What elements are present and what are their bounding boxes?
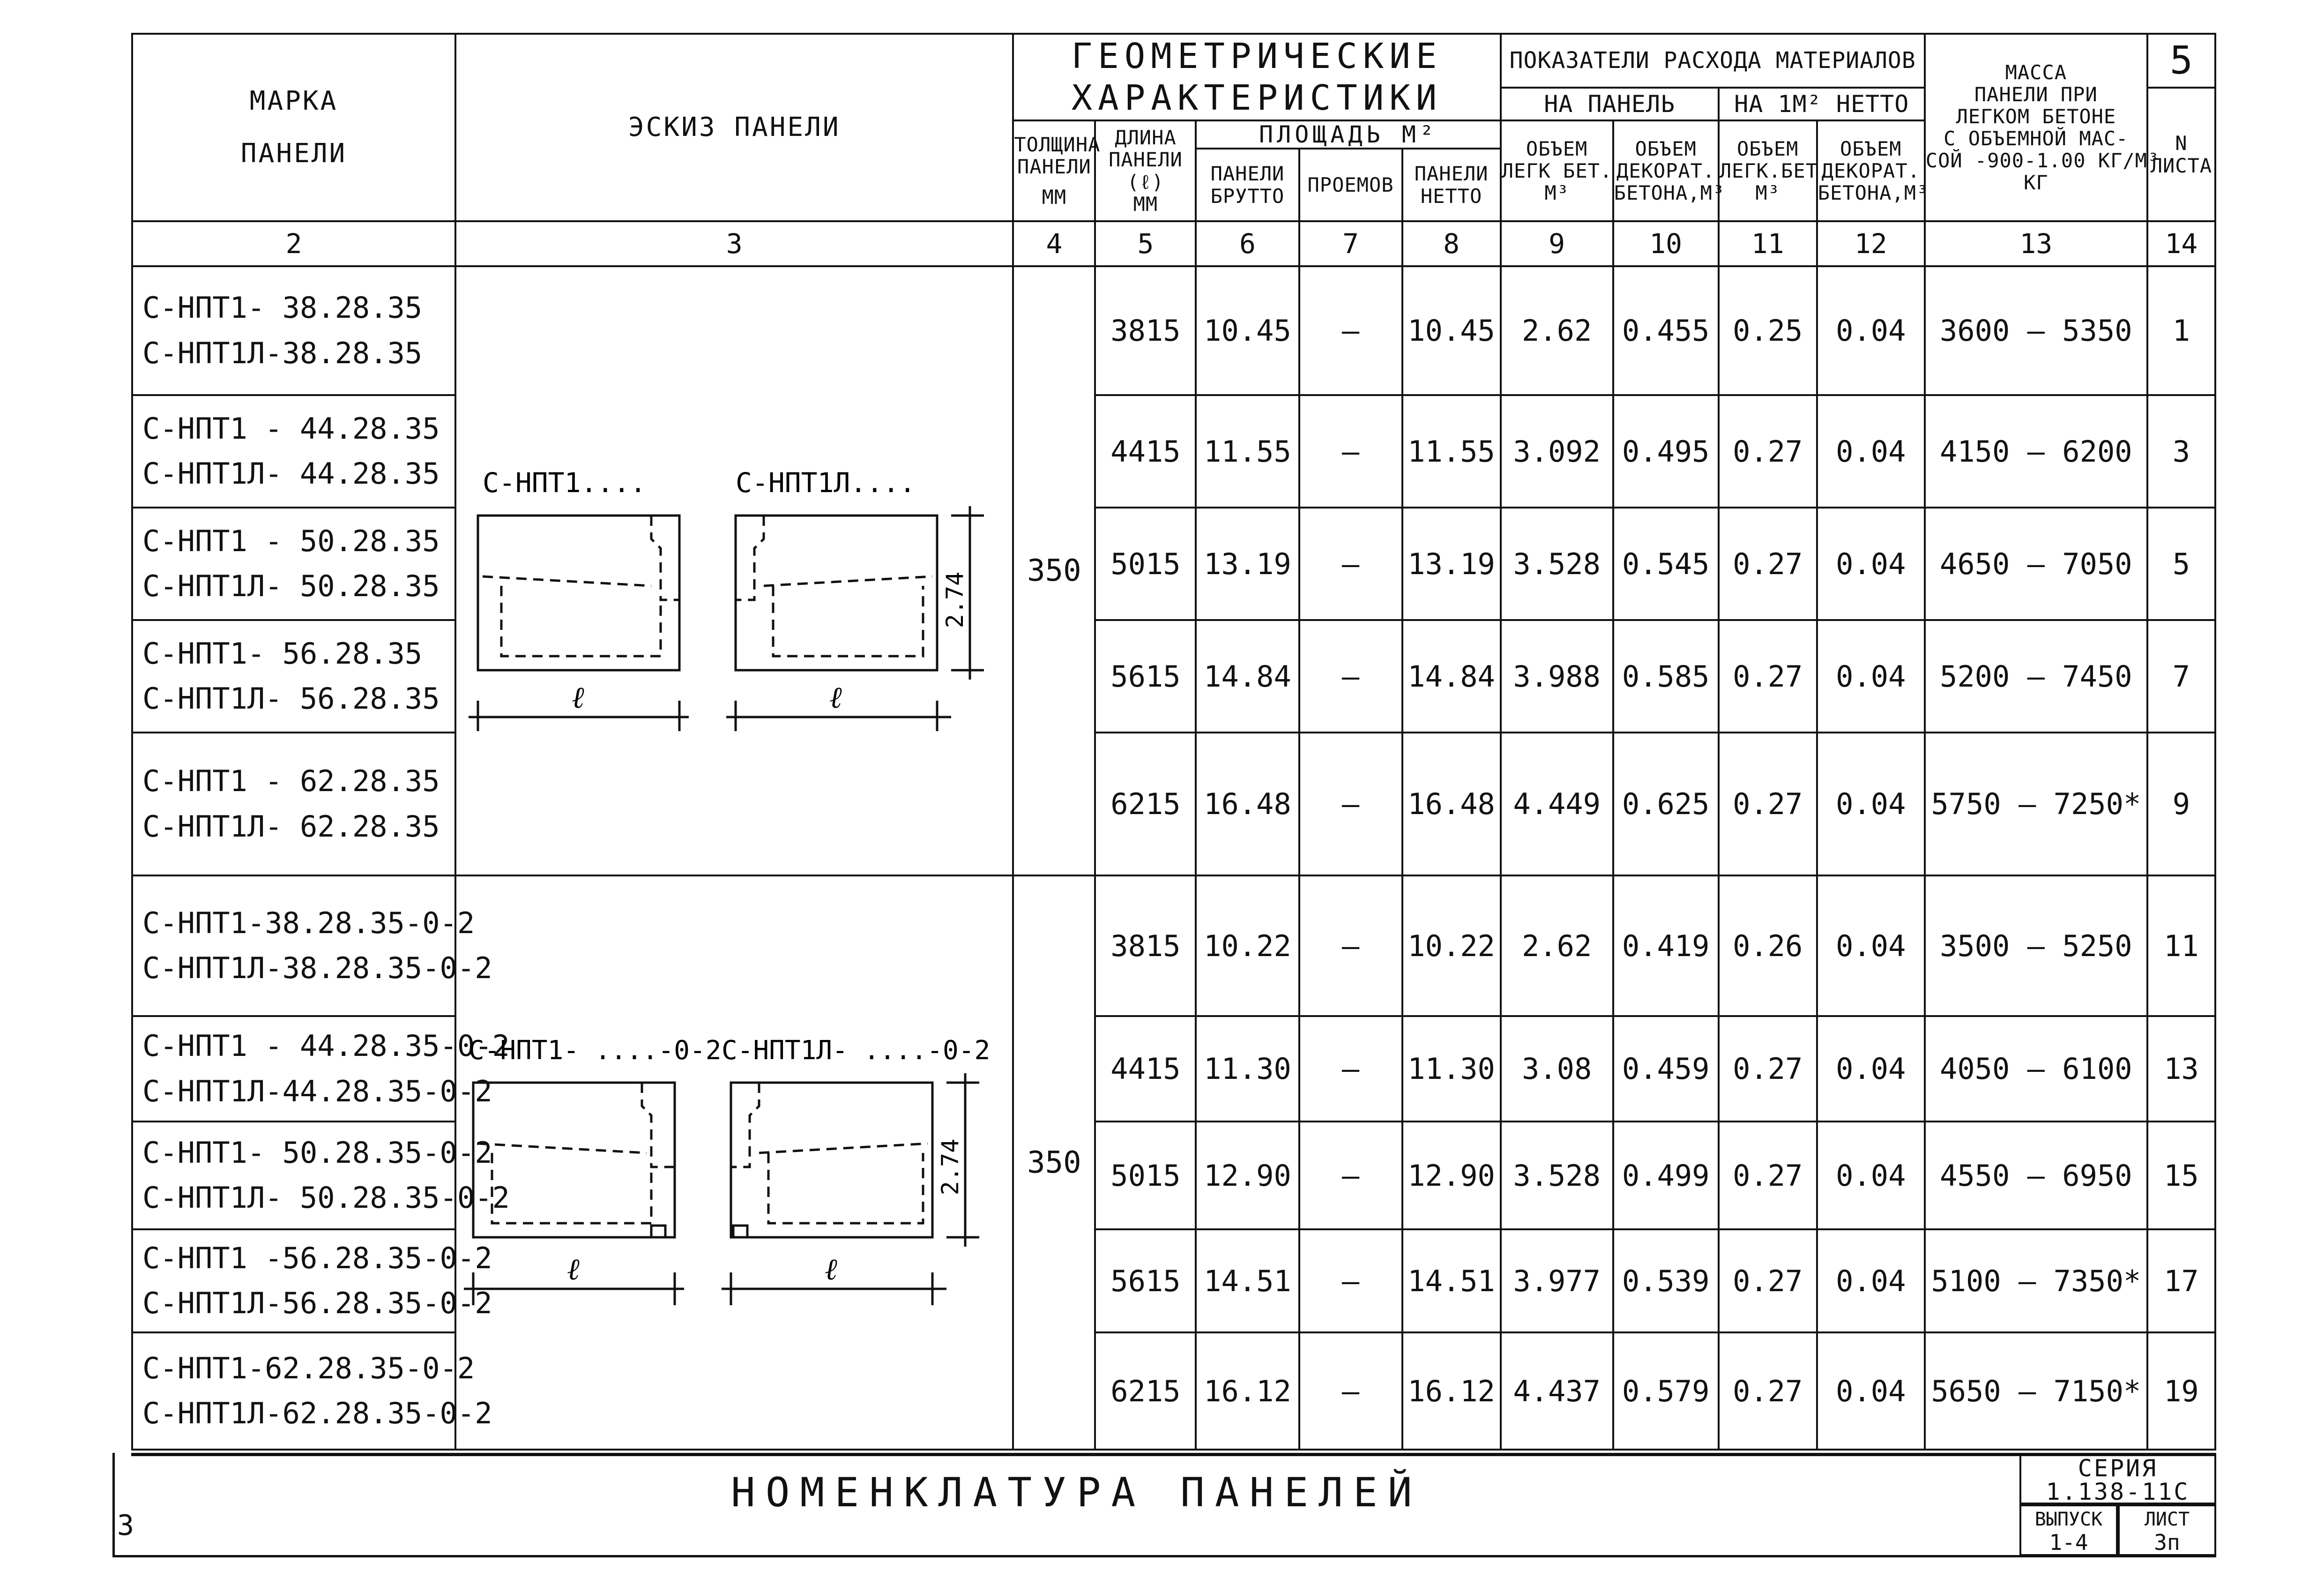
header-sheet-label-n: N (2175, 132, 2188, 155)
length-cell: 5615 (1095, 620, 1196, 733)
m2-light-cell: 0.27 (1719, 1016, 1817, 1122)
m2-light-cell: 0.26 (1719, 875, 1817, 1016)
header-thickness-l2: ПАНЕЛИ (1017, 155, 1091, 178)
header-mass-l3: ЛЕГКОМ БЕТОНЕ (1956, 105, 2116, 128)
header-vol-decor (1613, 120, 1725, 221)
footer-divider (131, 1453, 2216, 1456)
dim-length-right: ℓ (829, 681, 842, 715)
vol-light-cell: 3.08 (1501, 1016, 1613, 1122)
header-mass-l4: С ОБЪЕМНОЙ МАС- (1944, 127, 2129, 150)
area-net-cell: 11.30 (1402, 1016, 1501, 1122)
panel-mark-cell (132, 508, 455, 620)
column-number: 2 (132, 221, 455, 266)
m2-decor-cell: 0.04 (1817, 1332, 1925, 1450)
area-gross-cell: 14.51 (1196, 1229, 1299, 1332)
panel-mark-cell (132, 875, 492, 1016)
header-thickness-l1: ТОЛЩИНА (1014, 133, 1101, 156)
length-cell: 5015 (1095, 1122, 1196, 1229)
m2-light-cell: 0.27 (1719, 733, 1817, 875)
column-numbers-row (132, 221, 2215, 266)
length-cell: 3815 (1095, 875, 1196, 1016)
mass-cell: 4150 — 6200 (1925, 395, 2147, 508)
dim-length-left: ℓ (572, 681, 584, 715)
header-vol-light-l2: ЛЕГК БЕТ. (1501, 159, 1613, 182)
stamp-series (2019, 1453, 2216, 1504)
header-sheet-label (2147, 88, 2215, 221)
openings-cell: — (1299, 1016, 1402, 1122)
panel-mark: С-НПТ1 - 44.28.35-0-2 (142, 1029, 510, 1063)
table-row (132, 1016, 2215, 1122)
m2-decor-cell: 0.04 (1817, 508, 1925, 620)
panel-outline-right (731, 1083, 932, 1237)
header-openings: ПРОЕМОВ (1299, 149, 1402, 221)
panel-outline-left (473, 1083, 675, 1237)
vol-light-cell: 4.449 (1501, 733, 1613, 875)
panel-mark: С-НПТ1Л-44.28.35-0-2 (142, 1074, 492, 1108)
header-vol-decor-l3: БЕТОНА,М³ (1614, 181, 1725, 205)
drawing-title: НОМЕНКЛАТУРА ПАНЕЛЕЙ (731, 1469, 1423, 1516)
m2-light-cell: 0.25 (1719, 266, 1817, 395)
column-number: 13 (1925, 221, 2147, 266)
footer-left-edge (112, 1453, 115, 1556)
area-gross-cell: 16.12 (1196, 1332, 1299, 1450)
sheet-cell: 9 (2147, 733, 2215, 875)
footer-bottom-line (112, 1555, 2216, 1557)
panel-mark: С-НПТ1Л-38.28.35-0-2 (142, 951, 492, 985)
thickness-cell: 350 (1013, 875, 1095, 1450)
column-number: 7 (1299, 221, 1402, 266)
vol-decor-cell: 0.539 (1613, 1229, 1719, 1332)
vol-light-cell: 4.437 (1501, 1332, 1613, 1450)
area-net-cell: 11.55 (1402, 395, 1501, 508)
panel-outline-left (478, 516, 679, 670)
panel-mark-cell (132, 1016, 510, 1122)
header-mark-line2: ПАНЕЛИ (240, 138, 347, 169)
table-row (132, 620, 2215, 733)
panel-mark: С-НПТ1Л-56.28.35-0-2 (142, 1286, 492, 1320)
panel-inner-left (651, 516, 679, 600)
stamp-series-label: СЕРИЯ (2078, 1455, 2158, 1482)
panel-nomenclature-table (131, 33, 2216, 1451)
dim-length-left: ℓ (567, 1252, 580, 1287)
panel-mark: С-НПТ1 -56.28.35-0-2 (142, 1241, 492, 1275)
panel-outline-right (736, 516, 937, 670)
m2-light-cell: 0.27 (1719, 395, 1817, 508)
sketch-label-left: С-НПТ1.... (483, 467, 647, 499)
header-vol-light-l1: ОБЪЕМ (1526, 137, 1588, 160)
column-number: 10 (1613, 221, 1719, 266)
panel-sketch-drawing-2 (454, 1012, 1007, 1312)
sheet-cell: 19 (2147, 1332, 2215, 1450)
header-vol-light-m2-l3: М³ (1755, 181, 1780, 205)
stamp-sheet (2118, 1504, 2216, 1556)
panel-mark: С-НПТ1- 50.28.35-0-2 (142, 1135, 492, 1170)
header-area: ПЛОЩАДЬ М² (1196, 120, 1500, 149)
header-vol-decor-l1: ОБЪЕМ (1635, 137, 1697, 160)
length-cell: 4415 (1095, 1016, 1196, 1122)
vol-light-cell: 2.62 (1501, 875, 1613, 1016)
panel-mark-cell (132, 395, 455, 508)
vol-decor-cell: 0.419 (1613, 875, 1719, 1016)
vol-decor-cell: 0.495 (1613, 395, 1719, 508)
dim-height: 2.74 (937, 1138, 964, 1196)
m2-light-cell: 0.27 (1719, 1332, 1817, 1450)
dim-height: 2.74 (941, 571, 968, 628)
openings-cell: — (1299, 508, 1402, 620)
header-length-l4: ММ (1133, 192, 1158, 216)
mass-cell: 5200 — 7450 (1925, 620, 2147, 733)
header-thickness (1013, 120, 1101, 221)
header-area-net-l1: ПАНЕЛИ (1414, 162, 1489, 186)
table-row (132, 508, 2215, 620)
header-area-gross-l1: ПАНЕЛИ (1210, 162, 1285, 186)
vol-light-cell: 3.528 (1501, 508, 1613, 620)
vol-decor-cell: 0.545 (1613, 508, 1719, 620)
length-cell: 5615 (1095, 1229, 1196, 1332)
area-gross-cell: 10.45 (1196, 266, 1299, 395)
sheet-cell: 5 (2147, 508, 2215, 620)
openings-cell: — (1299, 1229, 1402, 1332)
column-number: 4 (1013, 221, 1095, 266)
header-vol-light (1501, 120, 1613, 221)
panel-mark: С-НПТ1- 38.28.35 (142, 291, 423, 325)
header-length-l3: (ℓ) (1127, 170, 1164, 194)
header-area-gross-l2: БРУТТО (1210, 184, 1285, 208)
header-mass-l2: ПАНЕЛИ ПРИ (1974, 82, 2098, 106)
vol-light-cell: 3.977 (1501, 1229, 1613, 1332)
panel-mark: С-НПТ1 - 44.28.35 (142, 411, 440, 446)
area-net-cell: 14.84 (1402, 620, 1501, 733)
m2-light-cell: 0.27 (1719, 1229, 1817, 1332)
length-cell: 5015 (1095, 508, 1196, 620)
header-geometry-line2: ХАРАКТЕРИСТИКИ (1071, 77, 1443, 118)
thickness-cell: 350 (1013, 266, 1095, 875)
mass-cell: 4550 — 6950 (1925, 1122, 2147, 1229)
sheet-cell: 15 (2147, 1122, 2215, 1229)
panel-mark-cell (132, 620, 455, 733)
panel-mark: С-НПТ1Л- 50.28.35 (142, 569, 440, 603)
stamp-series-value: 1.138-11С (2046, 1478, 2190, 1505)
header-mass (1925, 34, 2160, 221)
sheet-cell: 11 (2147, 875, 2215, 1016)
panel-mark: С-НПТ1-38.28.35-0-2 (142, 905, 475, 940)
table-row (132, 395, 2215, 508)
column-number: 11 (1719, 221, 1817, 266)
vol-decor-cell: 0.579 (1613, 1332, 1719, 1450)
column-number: 6 (1196, 221, 1299, 266)
openings-cell: — (1299, 266, 1402, 395)
sheet-cell: 13 (2147, 1016, 2215, 1122)
area-net-cell: 12.90 (1402, 1122, 1501, 1229)
openings-cell: — (1299, 1332, 1402, 1450)
panel-mark: С-НПТ1Л-62.28.35-0-2 (142, 1396, 492, 1430)
header-vol-decor-m2 (1817, 120, 1929, 221)
sheet-cell: 17 (2147, 1229, 2215, 1332)
dim-length-right: ℓ (825, 1252, 837, 1287)
openings-cell: — (1299, 733, 1402, 875)
header-mass-l1: МАССА (2005, 60, 2067, 84)
m2-light-cell: 0.27 (1719, 620, 1817, 733)
header-mass-l6: КГ (2024, 171, 2048, 194)
panel-mark: С-НПТ1Л- 62.28.35 (142, 809, 440, 844)
header-length (1095, 120, 1196, 221)
vol-light-cell: 2.62 (1501, 266, 1613, 395)
column-number: 8 (1402, 221, 1501, 266)
table-row (132, 1229, 2215, 1332)
m2-decor-cell: 0.04 (1817, 1122, 1925, 1229)
header-geometry (1013, 34, 1500, 120)
mass-cell: 5650 — 7150* (1925, 1332, 2147, 1450)
area-gross-cell: 12.90 (1196, 1122, 1299, 1229)
column-number: 12 (1817, 221, 1925, 266)
header-vol-light-l3: М³ (1544, 181, 1569, 205)
column-number: 3 (455, 221, 1013, 266)
table-row (132, 1332, 2215, 1450)
panel-mark: С-НПТ1-62.28.35-0-2 (142, 1351, 475, 1385)
area-net-cell: 16.48 (1402, 733, 1501, 875)
header-mark-line1: МАРКА (249, 86, 338, 116)
panel-mark-cell (132, 1122, 510, 1229)
vol-light-cell: 3.528 (1501, 1122, 1613, 1229)
header-vol-light-m2-l1: ОБЪЕМ (1737, 137, 1799, 160)
mass-cell: 5750 — 7250* (1925, 733, 2147, 875)
table-row (132, 875, 2215, 1016)
area-gross-cell: 13.19 (1196, 508, 1299, 620)
column-number: 9 (1501, 221, 1613, 266)
mass-cell: 4650 — 7050 (1925, 508, 2147, 620)
header-length-l2: ПАНЕЛИ (1109, 148, 1183, 172)
m2-decor-cell: 0.04 (1817, 395, 1925, 508)
header-vol-light-m2 (1719, 120, 1831, 221)
mass-cell: 5100 — 7350* (1925, 1229, 2147, 1332)
header-length-l1: ДЛИНА (1115, 126, 1177, 150)
header-vol-decor-l2: ДЕКОРАТ. (1616, 159, 1715, 182)
header-vol-light-m2-l2: ЛЕГК.БЕТ. (1719, 159, 1831, 182)
area-gross-cell: 11.30 (1196, 1016, 1299, 1122)
panel-mark-cell (132, 733, 455, 875)
panel-mark-cell (132, 1332, 492, 1450)
header-vol-decor-m2-l3: БЕТОНА,М³ (1817, 181, 1929, 205)
openings-cell: — (1299, 875, 1402, 1016)
column-number: 14 (2147, 221, 2215, 266)
stamp-sheet-label: ЛИСТ (2144, 1509, 2190, 1530)
panel-mark: С-НПТ1- 56.28.35 (142, 636, 423, 671)
length-cell: 3815 (1095, 266, 1196, 395)
header-geometry-line1: ГЕОМЕТРИЧЕСКИЕ (1071, 36, 1443, 76)
area-gross-cell: 10.22 (1196, 875, 1299, 1016)
m2-light-cell: 0.27 (1719, 1122, 1817, 1229)
area-net-cell: 13.19 (1402, 508, 1501, 620)
stamp-issue-value: 1-4 (2049, 1530, 2088, 1555)
header-vol-decor-m2-l2: ДЕКОРАТ. (1821, 159, 1920, 182)
header-per-m2: НА 1М² НЕТТО (1719, 88, 1925, 120)
vol-decor-cell: 0.499 (1613, 1122, 1719, 1229)
header-thickness-l3: ММ (1042, 186, 1067, 209)
panel-mark: С-НПТ1Л- 50.28.35-0-2 (142, 1181, 510, 1215)
sheet-cell: 1 (2147, 266, 2215, 395)
stamp-sheet-value: 3п (2154, 1530, 2180, 1555)
panel-sketch-drawing-1 (454, 445, 1007, 736)
panel-inner-right (736, 516, 764, 600)
panel-mark: С-НПТ1 - 62.28.35 (142, 764, 440, 799)
vol-decor-cell: 0.455 (1613, 266, 1719, 395)
header-area-gross (1196, 149, 1299, 221)
sketch-label-right: С-НПТ1Л- ....-0-2 (722, 1035, 991, 1066)
area-net-cell: 14.51 (1402, 1229, 1501, 1332)
panel-mark-cell (132, 266, 455, 395)
vol-decor-cell: 0.625 (1613, 733, 1719, 875)
sketch-label-right: С-НПТ1Л.... (736, 467, 916, 499)
header-area-net-l2: НЕТТО (1420, 184, 1482, 208)
openings-cell: — (1299, 395, 1402, 508)
vol-decor-cell: 0.459 (1613, 1016, 1719, 1122)
header-vol-decor-m2-l1: ОБЪЕМ (1840, 137, 1902, 160)
header-mass-l5: СОЙ -900-1.00 КГ/М³ (1925, 149, 2160, 172)
area-net-cell: 16.12 (1402, 1332, 1501, 1450)
m2-light-cell: 0.27 (1719, 508, 1817, 620)
m2-decor-cell: 0.04 (1817, 620, 1925, 733)
m2-decor-cell: 0.04 (1817, 1229, 1925, 1332)
panel-mark: С-НПТ1Л- 56.28.35 (142, 681, 440, 716)
vol-light-cell: 3.092 (1501, 395, 1613, 508)
stamp-issue (2019, 1504, 2118, 1556)
header-mark (132, 34, 455, 221)
length-cell: 4415 (1095, 395, 1196, 508)
m2-decor-cell: 0.04 (1817, 875, 1925, 1016)
header-per-panel: НА ПАНЕЛЬ (1501, 88, 1719, 120)
table-row (132, 1122, 2215, 1229)
vol-decor-cell: 0.585 (1613, 620, 1719, 733)
m2-decor-cell: 0.04 (1817, 266, 1925, 395)
panel-mark: С-НПТ1Л- 44.28.35 (142, 456, 440, 491)
openings-cell: — (1299, 620, 1402, 733)
area-gross-cell: 11.55 (1196, 395, 1299, 508)
mass-cell: 4050 — 6100 (1925, 1016, 2147, 1122)
header-area-net (1402, 149, 1501, 221)
m2-decor-cell: 0.04 (1817, 733, 1925, 875)
panel-mark-cell (132, 1229, 492, 1332)
length-cell: 6215 (1095, 1332, 1196, 1450)
footer-left-mark: 3 (117, 1509, 134, 1542)
length-cell: 6215 (1095, 733, 1196, 875)
mass-cell: 3500 — 5250 (1925, 875, 2147, 1016)
column-number: 5 (1095, 221, 1196, 266)
sheet-cell: 3 (2147, 395, 2215, 508)
m2-decor-cell: 0.04 (1817, 1016, 1925, 1122)
header-sheet-label-text: ЛИСТА (2150, 154, 2212, 177)
sketch-label-left: С-НПТ1- ....-0-2 (469, 1035, 722, 1066)
area-net-cell: 10.22 (1402, 875, 1501, 1016)
table-row (132, 733, 2215, 875)
panel-mark: С-НПТ1 - 50.28.35 (142, 524, 440, 558)
sheet-cell: 7 (2147, 620, 2215, 733)
table-row (132, 266, 2215, 395)
stamp-issue-label: ВЫПУСК (2034, 1509, 2103, 1530)
vol-light-cell: 3.988 (1501, 620, 1613, 733)
area-net-cell: 10.45 (1402, 266, 1501, 395)
mass-cell: 3600 — 5350 (1925, 266, 2147, 395)
openings-cell: — (1299, 1122, 1402, 1229)
sheet-number-box: 5 (2147, 34, 2215, 88)
area-gross-cell: 14.84 (1196, 620, 1299, 733)
area-gross-cell: 16.48 (1196, 733, 1299, 875)
panel-mark: С-НПТ1Л-38.28.35 (142, 336, 423, 370)
header-materials: ПОКАЗАТЕЛИ РАСХОДА МАТЕРИАЛОВ (1501, 34, 1925, 88)
header-sketch: ЭСКИЗ ПАНЕЛИ (455, 34, 1013, 221)
